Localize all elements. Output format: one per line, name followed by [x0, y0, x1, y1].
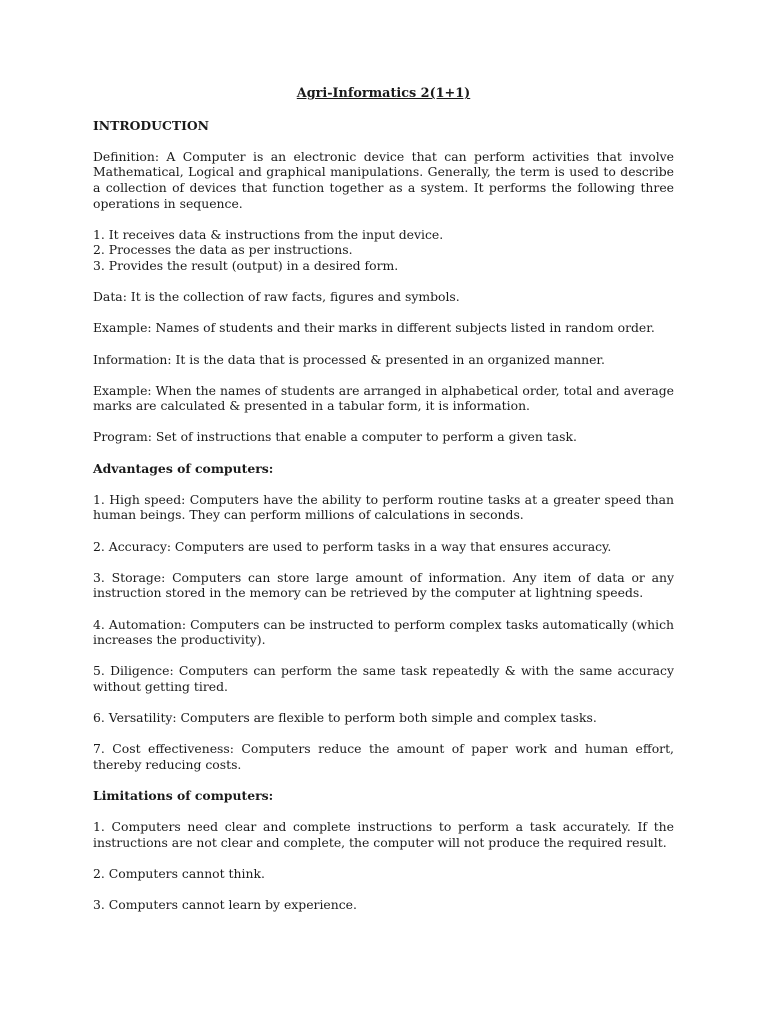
advantages-heading: Advantages of computers:	[93, 460, 274, 476]
data-example: Example: Names of students and their marks in different subjects listed in random order.	[93, 320, 655, 336]
advantage-item: 3. Storage: Computers can store large amount of information. Any item of data or any instruction stored in the memory can be retrieved by the computer at lightning speeds.	[93, 569, 674, 601]
document-page	[93, 86, 674, 928]
advantage-item: 7. Cost effectiveness: Computers reduce the amount of paper work and human effort, thereby reducing costs.	[93, 741, 674, 772]
advantage-item: 6. Versatility: Computers are flexible to perform both simple and complex tasks.	[93, 710, 597, 726]
operations-list	[93, 227, 674, 274]
limitation-item: 2. Computers cannot think.	[93, 866, 265, 882]
operation-item: 1. It receives data & instructions from the input device.	[93, 226, 444, 242]
information-example: Example: When the names of students are arranged in alphabetical order, total and average marks are calculated & presented in a tabular form, it is information.	[93, 382, 674, 414]
advantage-item: 2. Accuracy: Computers are used to perform tasks in a way that ensures accuracy.	[93, 538, 612, 554]
operation-item: 2. Processes the data as per instructions.	[93, 242, 353, 258]
advantage-item: 1. High speed: Computers have the ability to perform routine tasks at a greater speed than human beings. They can perform millions of calculations in seconds.	[93, 491, 674, 523]
information-definition: Information: It is the data that is processed & presented in an organized manner.	[93, 351, 605, 367]
program-definition: Program: Set of instructions that enable a computer to perform a given task.	[93, 429, 577, 445]
limitation-item: 3. Computers cannot learn by experience.	[93, 897, 357, 913]
operation-item: 3. Provides the result (output) in a desired form.	[93, 257, 399, 273]
limitations-heading: Limitations of computers:	[93, 788, 274, 804]
advantage-item: 5. Diligence: Computers can perform the same task repeatedly & with the same accuracy without getting tired.	[93, 663, 674, 694]
introduction-heading: INTRODUCTION	[93, 117, 209, 133]
definition-paragraph: Definition: A Computer is an electronic device that can perform activities that involve Mathematical, Logical and graphical manipulations. Generally, the term is used to describe a collection of devices that function together as a system. It performs the following three operations in sequence.	[93, 148, 674, 211]
advantage-item: 4. Automation: Computers can be instructed to perform complex tasks automatically (which increases the productivity).	[93, 616, 674, 648]
limitation-item: 1. Computers need clear and complete instructions to perform a task accurately. If the instructions are not clear and complete, the computer will not produce the required result.	[93, 819, 674, 850]
document-title: Agri-Informatics 2(1+1)	[296, 86, 471, 101]
data-definition: Data: It is the collection of raw facts, figures and symbols.	[93, 289, 460, 305]
